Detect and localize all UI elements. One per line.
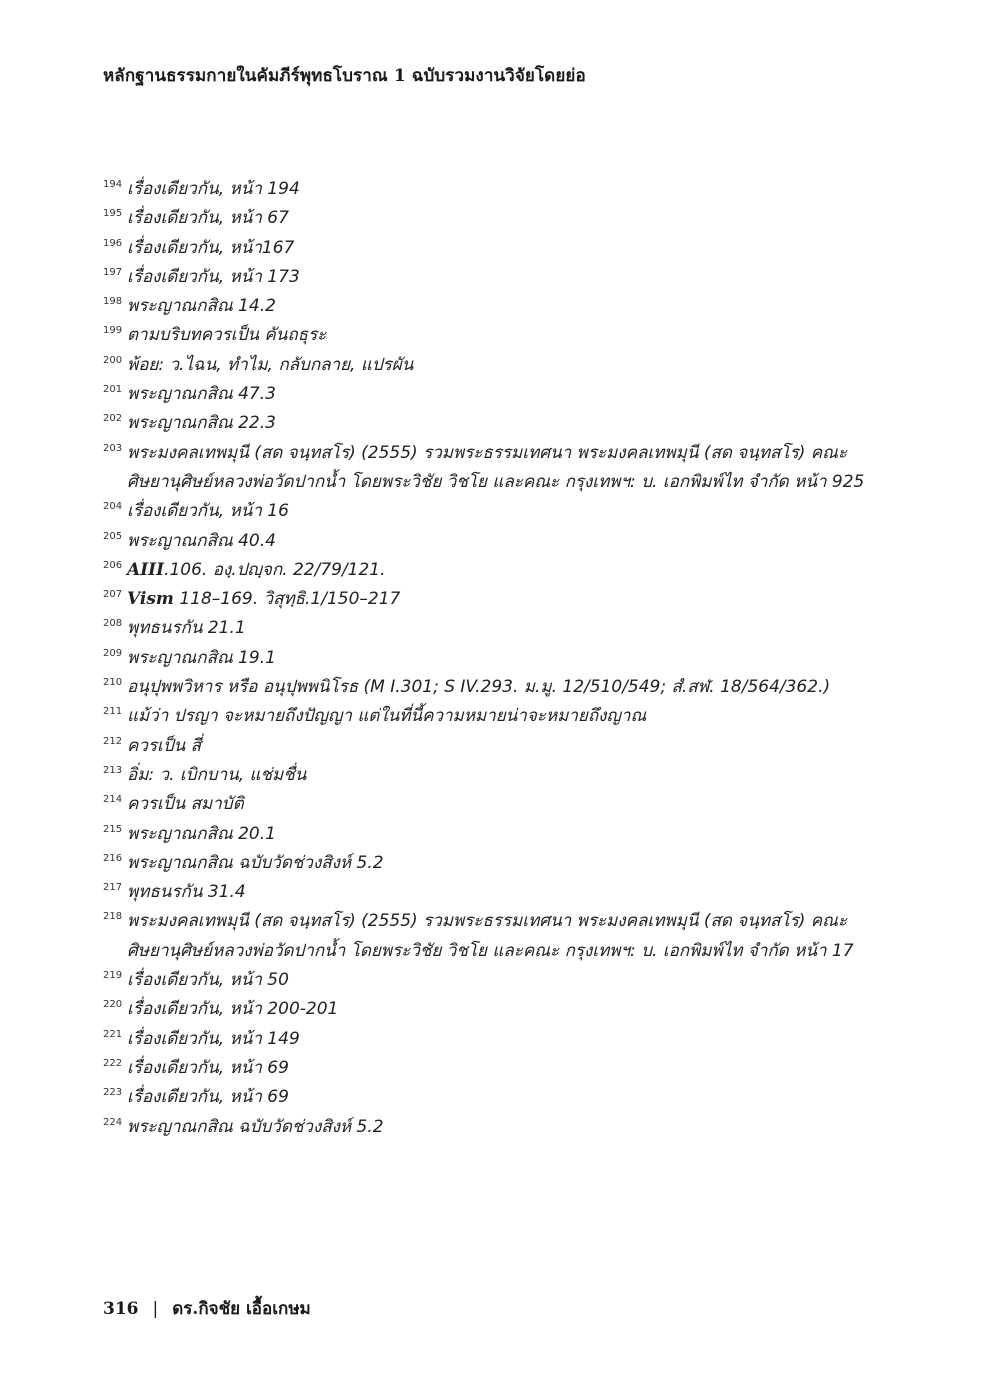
footnote-item <box>103 380 873 409</box>
footnote-item <box>103 790 873 819</box>
footnote-item <box>103 292 873 321</box>
footnote-item <box>103 439 873 498</box>
footnote-number: 206 <box>103 559 123 571</box>
footnote-item <box>103 820 873 849</box>
footnote-number: 221 <box>103 1028 123 1040</box>
footnote-text: อนุปุพพวิหาร หรือ อนุปุพพนิโรธ (M I.301; S IV.293. ม.มู. 12/510/549; สํ.สฬ. 18/564/362.) <box>127 677 831 698</box>
footnote-item <box>103 585 873 614</box>
footnote-item <box>103 263 873 292</box>
footnote-text: เรื่องเดียวกัน, หน้า 173 <box>127 266 300 287</box>
footnote-text: เรื่องเดียวกัน, หน้า 200-201 <box>127 999 339 1020</box>
running-header: หลักฐานธรรมกายในคัมภีร์พุทธโบราณ 1 ฉบับรวมงานวิจัยโดยย่อ <box>103 66 586 86</box>
footnote-number: 205 <box>103 530 123 542</box>
footnote-number: 199 <box>103 325 123 337</box>
footnote-number: 218 <box>103 911 123 923</box>
footnote-number: 196 <box>103 237 123 249</box>
footnote-item <box>103 849 873 878</box>
footnote-text: เรื่องเดียวกัน, หน้า 50 <box>127 970 289 991</box>
footnote-text: เรื่องเดียวกัน, หน้า 16 <box>127 501 289 522</box>
footnote-item <box>103 644 873 673</box>
footnote-item <box>103 234 873 263</box>
footnote-text: พระมงคลเทพมุนี (สด จนฺทสโร) (2555) รวมพระธรรมเทศนา พระมงคลเทพมุนี (สด จนฺทสโร) คณะศิษยานุศิษย์หลวงพ่อวัดปากน้ำ โดยพระวิชัย วิชโย และคณะ กรุงเทพฯ: บ. เอกพิมพ์ไท จำกัด หน้า 925 <box>127 442 865 492</box>
footnote-text: ควรเป็น สี่ <box>127 735 202 756</box>
footnote-number: 195 <box>103 208 123 220</box>
footnote-text: แม้ว่า ปรญา จะหมายถึงปัญญา แต่ในที่นี้ความหมายน่าจะหมายถึงญาณ <box>127 706 647 727</box>
footnote-text: ควรเป็น สมาบัติ <box>127 794 244 815</box>
footnote-item <box>103 995 873 1024</box>
footnote-text: พระญาณกสิณ 14.2 <box>127 296 276 317</box>
footnote-number: 222 <box>103 1057 123 1069</box>
footnote-text: พระญาณกสิณ 47.3 <box>127 384 276 405</box>
page-number: 316 <box>103 1299 139 1319</box>
footnote-item <box>103 732 873 761</box>
footnote-abbreviation: Vism <box>127 589 174 610</box>
footnote-item <box>103 409 873 438</box>
footnote-number: 198 <box>103 296 123 308</box>
footnote-item <box>103 614 873 643</box>
footnote-number: 220 <box>103 999 123 1011</box>
footnote-text: พ้อย: ว.ไฉน, ทำไม, กลับกลาย, แปรผัน <box>127 354 414 375</box>
footnote-abbreviation: AIII <box>127 559 165 580</box>
footnote-text: พุทธนรกัน 21.1 <box>127 618 246 639</box>
footnote-item <box>103 878 873 907</box>
footnote-number: 209 <box>103 647 123 659</box>
footnote-number: 201 <box>103 384 123 396</box>
footnote-number: 217 <box>103 882 123 894</box>
footnote-text: อิ่ม: ว. เบิกบาน, แช่มชื่น <box>127 764 307 785</box>
footnote-number: 194 <box>103 179 123 190</box>
footnote-text: พระมงคลเทพมุนี (สด จนฺทสโร) (2555) รวมพระธรรมเทศนา พระมงคลเทพมุนี (สด จนฺทสโร) คณะศิษยานุศิษย์หลวงพ่อวัดปากน้ำ โดยพระวิชัย วิชโย และคณะ กรุงเทพฯ: บ. เอกพิมพ์ไท จำกัด หน้า 17 <box>127 911 854 961</box>
footnote-text: พระญาณกสิณ 19.1 <box>127 647 276 668</box>
footnote-text: พระญาณกสิณ ฉบับวัดช่วงสิงห์ 5.2 <box>127 1116 384 1137</box>
footnote-item <box>103 702 873 731</box>
footnote-item <box>103 966 873 995</box>
footnote-number: 204 <box>103 501 123 513</box>
footnote-text: ตามบริบทควรเป็น คันถธุระ <box>127 325 327 346</box>
footnote-text: พระญาณกสิณ 22.3 <box>127 413 276 434</box>
footnote-text: พระญาณกสิณ 20.1 <box>127 823 276 844</box>
footnote-text: พระญาณกสิณ ฉบับวัดช่วงสิงห์ 5.2 <box>127 852 384 873</box>
footnote-item <box>103 556 873 585</box>
author-name: ดร.กิจชัย เอื้อเกษม <box>172 1299 311 1319</box>
footnote-item <box>103 321 873 350</box>
footnote-item <box>103 673 873 702</box>
page-footer <box>103 1295 311 1322</box>
footnote-item <box>103 497 873 526</box>
footnote-item <box>103 761 873 790</box>
footnote-number: 211 <box>103 706 123 718</box>
footnote-item <box>103 1054 873 1083</box>
footnote-number: 207 <box>103 589 123 601</box>
footer-separator: | <box>152 1299 159 1319</box>
footnote-text: เรื่องเดียวกัน, หน้า 69 <box>127 1057 289 1078</box>
footnote-item <box>103 1083 873 1112</box>
footnote-item <box>103 527 873 556</box>
footnote-number: 202 <box>103 413 123 425</box>
footnote-number: 203 <box>103 442 123 454</box>
footnote-text: เรื่องเดียวกัน, หน้า 67 <box>127 208 289 229</box>
footnote-text: เรื่องเดียวกัน, หน้า 194 <box>127 179 300 199</box>
footnote-number: 223 <box>103 1087 123 1099</box>
footnote-number: 213 <box>103 764 123 776</box>
footnote-number: 212 <box>103 735 123 747</box>
footnote-number: 214 <box>103 794 123 806</box>
footnote-number: 216 <box>103 852 123 864</box>
footnote-text: เรื่องเดียวกัน, หน้า 149 <box>127 1028 300 1049</box>
footnote-text: .106. องฺ.ปญฺจก. 22/79/121. <box>164 559 386 580</box>
footnote-number: 200 <box>103 354 123 366</box>
footnote-item <box>103 1025 873 1054</box>
footnote-item <box>103 907 873 966</box>
footnote-text: พระญาณกสิณ 40.4 <box>127 530 276 551</box>
footnote-number: 224 <box>103 1116 123 1128</box>
footnote-number: 208 <box>103 618 123 630</box>
footnote-text: พุทธนรกัน 31.4 <box>127 882 246 903</box>
footnote-text: เรื่องเดียวกัน, หน้า167 <box>127 237 295 258</box>
footnote-text: เรื่องเดียวกัน, หน้า 69 <box>127 1087 289 1108</box>
footnote-item <box>103 1113 873 1142</box>
footnote-number: 210 <box>103 677 123 689</box>
footnote-number: 197 <box>103 266 123 278</box>
footnote-text: 118–169. วิสุทฺธิ.1/150–217 <box>173 589 401 610</box>
footnote-number: 219 <box>103 970 123 982</box>
footnote-list <box>103 175 873 1142</box>
footnote-item <box>103 351 873 380</box>
footnote-item <box>103 204 873 233</box>
footnote-item <box>103 175 873 204</box>
footnote-number: 215 <box>103 823 123 835</box>
